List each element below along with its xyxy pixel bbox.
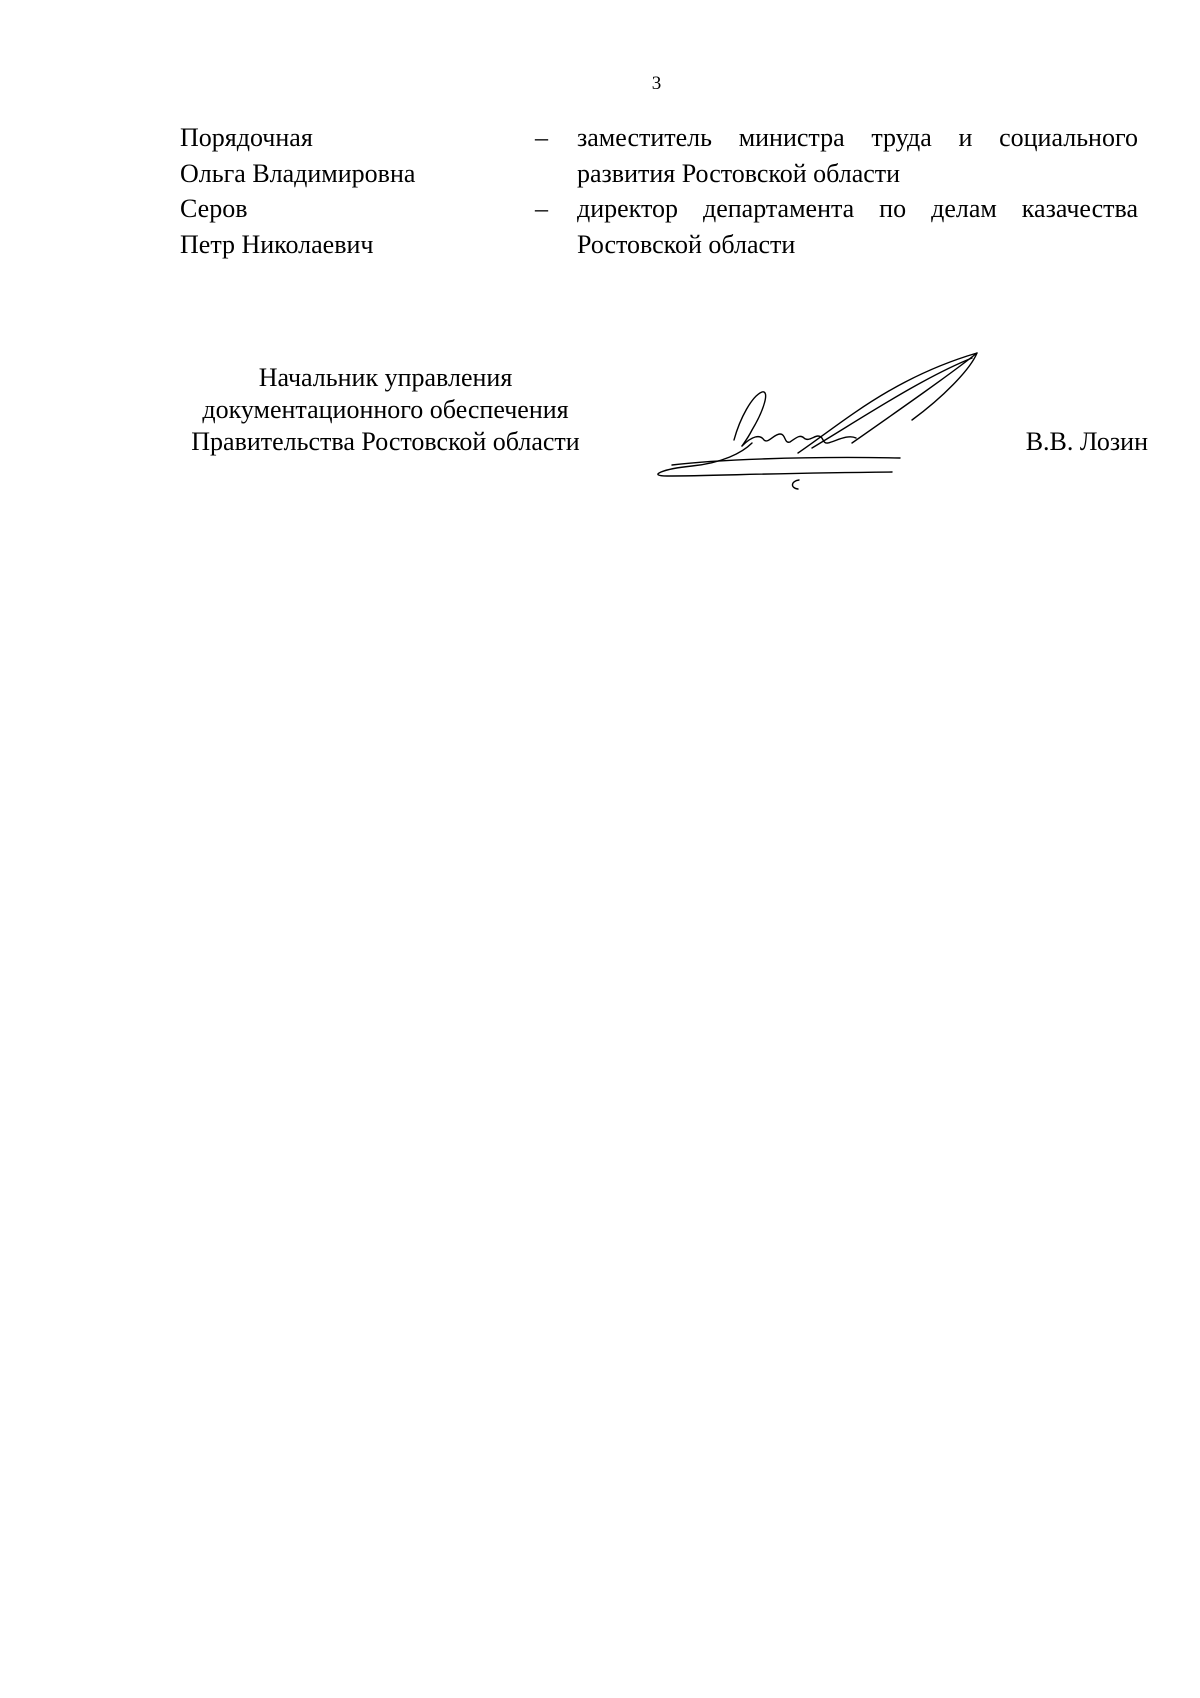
member-row <box>180 120 1138 191</box>
position-line: Начальник управления <box>258 363 513 392</box>
member-surname: Серов <box>180 194 248 223</box>
signatory-position <box>163 362 608 458</box>
member-name <box>180 191 535 262</box>
member-name <box>180 120 535 191</box>
member-role: директор департамента по делам казачества Ростовской области <box>577 194 1138 259</box>
handwritten-signature-icon <box>652 348 982 498</box>
member-given-names: Петр Николаевич <box>180 229 374 259</box>
position-line: документационного обеспечения <box>202 395 569 424</box>
page-number: 3 <box>651 73 662 94</box>
member-dash: – <box>535 123 548 152</box>
member-given-names: Ольга Владимировна <box>180 158 416 188</box>
position-line: Правительства Ростовской области <box>191 427 580 456</box>
member-role: заместитель министра труда и социального развития Ростовской области <box>577 123 1138 188</box>
member-surname: Порядочная <box>180 123 313 152</box>
member-row <box>180 191 1138 262</box>
member-dash: – <box>535 194 548 223</box>
signatory-name: В.В. Лозин <box>1025 427 1148 456</box>
member-list <box>180 120 1138 262</box>
